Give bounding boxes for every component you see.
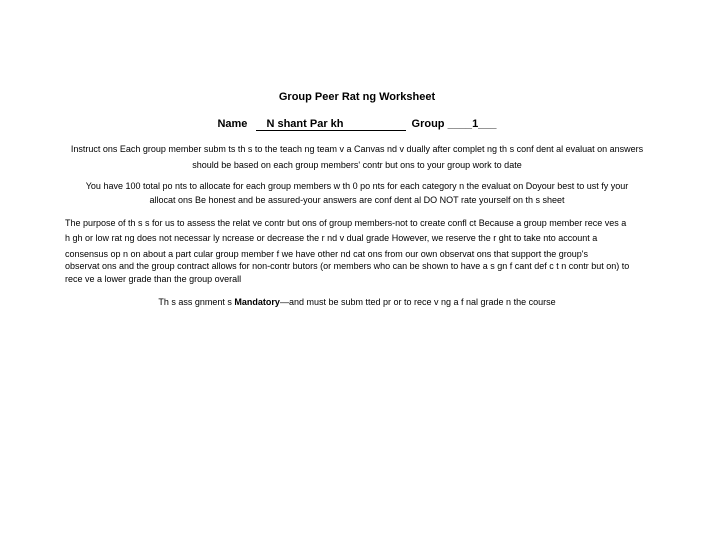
group-label: Group ____ (411, 118, 473, 130)
allocation-line-1: You have 100 total po nts to allocate for each group members w th 0 po nts for each category n the evaluat on Doyour best to ust fy your (85, 181, 629, 191)
name-value: N shant Par kh (256, 118, 406, 131)
mandatory-word: Mandatory (234, 297, 280, 307)
purpose-line-5: rece ve a lower grade than the group overall (65, 274, 242, 284)
group-value: 1___ (472, 118, 497, 130)
page-title: Group Peer Rat ng Worksheet (278, 91, 436, 103)
instructions-line-1: Instruct ons Each group member subm ts th s to the teach ng team v a Canvas nd v dually after complet ng th s conf dent al evaluat on answers (70, 144, 644, 154)
name-group-row (0, 118, 714, 131)
instructions-line-2: should be based on each group members' contr but ons to your group work to date (192, 160, 522, 170)
purpose-line-4: observat ons and the group contract allows for non-contr butors (or members who can be shown to have a s gn f cant def c t n contr but on) to (65, 261, 630, 271)
mandatory-suffix: —and must be subm tted pr or to rece v ng a f nal grade n the course (279, 297, 556, 307)
purpose-line-1: The purpose of th s s for us to assess the relat ve contr but ons of group members-not to create confl ct Because a group member rece ves a (65, 218, 627, 228)
purpose-line-2: h gh or low rat ng does not necessar ly ncrease or decrease the r nd v dual grade However, we reserve the r ght to take nto account a (65, 233, 598, 243)
name-label: Name (217, 118, 248, 130)
mandatory-prefix: Th s ass gnment s (158, 297, 235, 307)
allocation-line-2: allocat ons Be honest and be assured-your answers are conf dent al DO NOT rate yourself on th s sheet (149, 195, 565, 205)
mandatory-notice (0, 296, 714, 308)
purpose-line-3: consensus op n on about a part cular group member f we have other nd cat ons from our own observat ons that support the group's (65, 249, 589, 259)
